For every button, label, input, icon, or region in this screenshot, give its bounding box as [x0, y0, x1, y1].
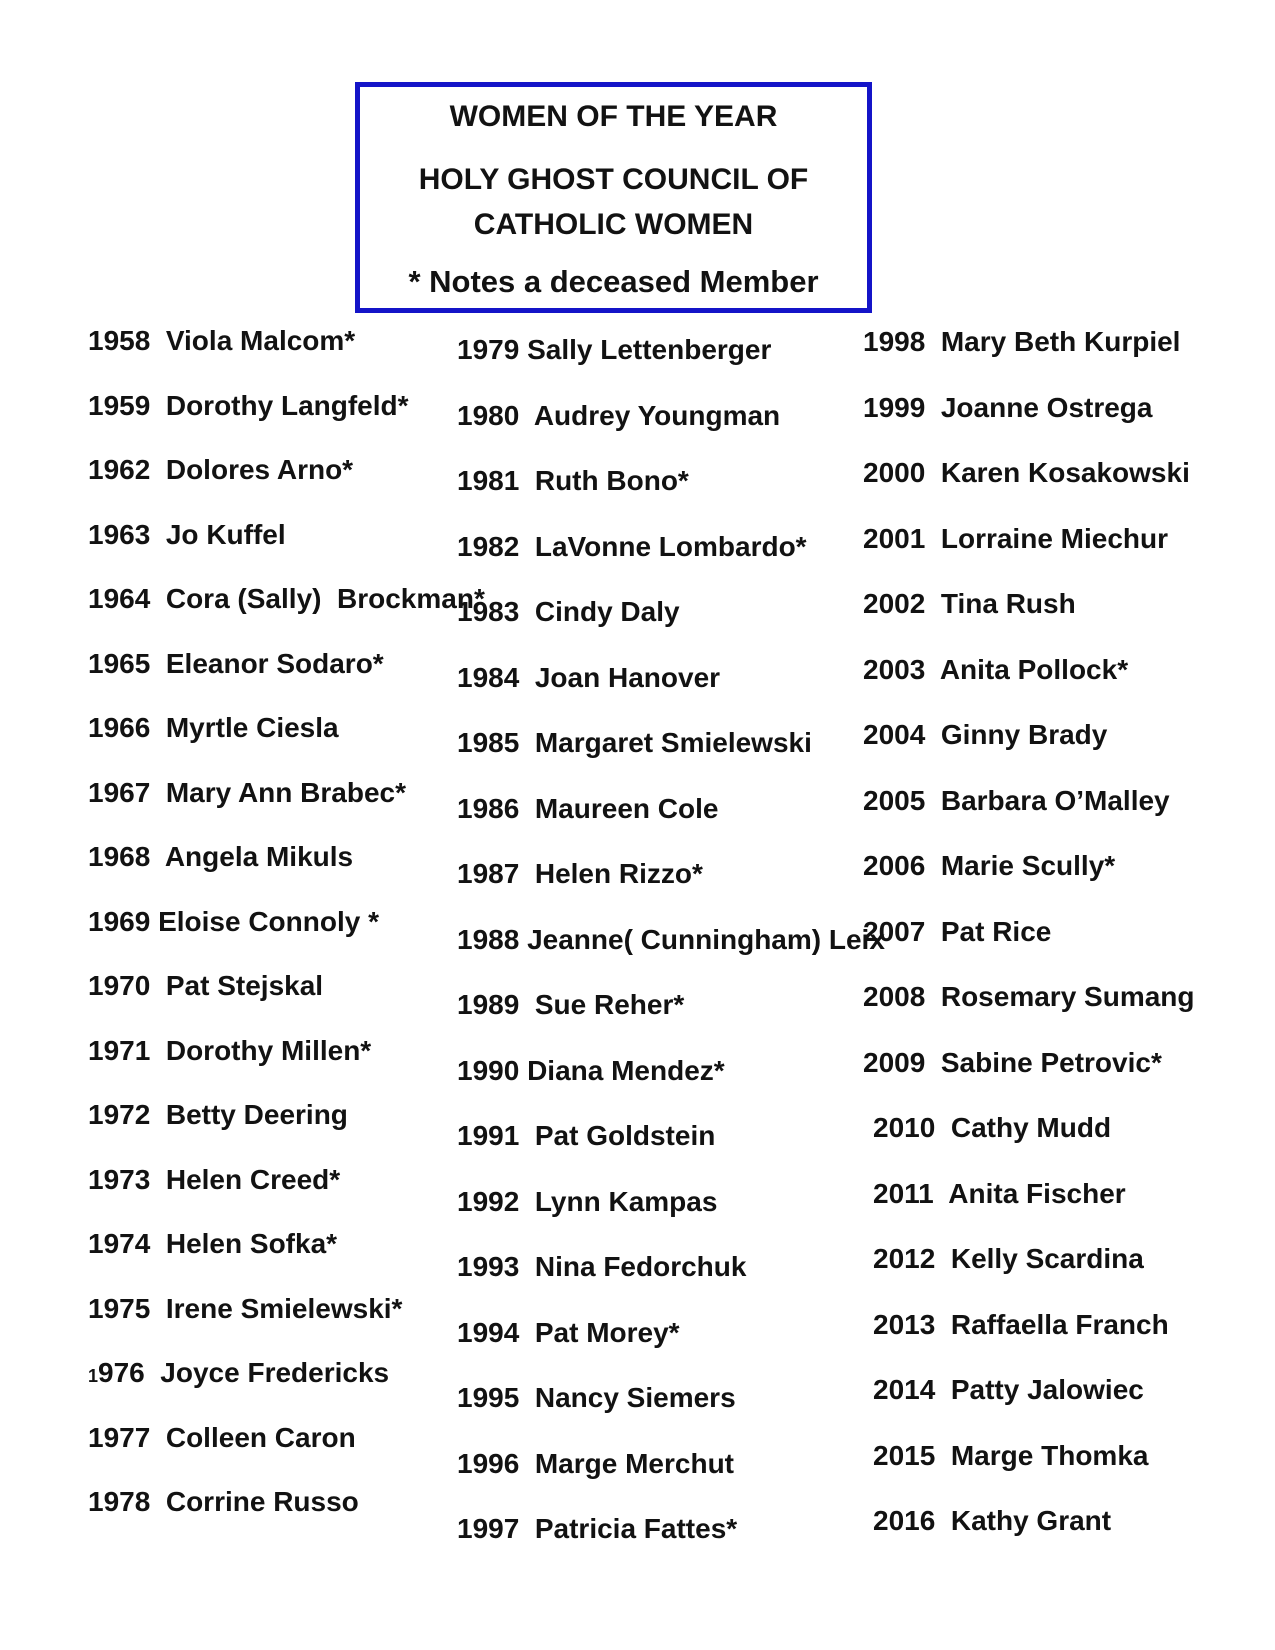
list-item — [457, 1431, 885, 1497]
name-label: Patricia Fattes* — [534, 1513, 738, 1544]
name-label: Colleen Caron — [165, 1421, 356, 1453]
name-label: Eloise Connoly * — [158, 905, 380, 937]
year-label: 1992 — [457, 1185, 520, 1217]
year-label: 1975 — [88, 1292, 151, 1324]
year-label: 1958 — [88, 325, 151, 356]
list-item — [863, 1030, 1195, 1096]
name-label: Sally Lettenberger — [527, 334, 772, 365]
name-label: Corrine Russo — [165, 1486, 359, 1517]
year-label: 2001 — [863, 522, 926, 554]
year-label: 2013 — [873, 1308, 936, 1340]
list-item — [88, 1277, 485, 1342]
year-label: 1976 — [88, 1357, 145, 1388]
name-label: Betty Deering — [165, 1099, 348, 1130]
list-item — [88, 825, 485, 890]
year-label: 1980 — [457, 399, 520, 431]
year-label: 1996 — [457, 1447, 520, 1479]
list-item — [88, 503, 485, 568]
list-item — [863, 833, 1195, 899]
list-item — [88, 632, 485, 697]
year-label: 2002 — [863, 588, 926, 619]
list-item — [457, 1038, 885, 1104]
name-label: Myrtle Ciesla — [165, 712, 339, 743]
list-item — [863, 1161, 1195, 1227]
name-label: Tina Rush — [940, 588, 1076, 619]
list-item — [88, 761, 485, 826]
list-item — [457, 1169, 885, 1235]
year-label: 2010 — [873, 1112, 936, 1143]
name-label: Anita Pollock* — [939, 653, 1129, 685]
name-label: Irene Smielewski* — [165, 1292, 403, 1324]
year-label: 1962 — [88, 454, 151, 485]
year-label: 1967 — [88, 776, 151, 808]
list-item — [88, 1470, 485, 1535]
list-item — [863, 375, 1195, 441]
name-label: Sue Reher* — [534, 989, 685, 1020]
list-item — [88, 1212, 485, 1277]
name-label: Marge Thomka — [950, 1439, 1149, 1471]
name-label: Ruth Bono* — [534, 465, 689, 496]
name-label: Nancy Siemers — [534, 1382, 736, 1413]
list-item — [457, 1300, 885, 1366]
year-label: 1984 — [457, 661, 520, 693]
year-label: 1981 — [457, 465, 520, 496]
name-label: Anita Fischer — [948, 1177, 1126, 1209]
name-label: Ginny Brady — [940, 719, 1108, 750]
list-item — [457, 317, 885, 383]
list-item — [457, 1365, 885, 1431]
name-label: Helen Sofka* — [165, 1228, 338, 1259]
list-item — [457, 1496, 885, 1562]
list-item — [863, 1357, 1195, 1423]
list-item — [863, 440, 1195, 506]
name-label: Helen Creed* — [165, 1163, 341, 1195]
list-item — [863, 1423, 1195, 1489]
year-label: 1963 — [88, 518, 151, 550]
title-box — [355, 82, 872, 313]
list-item — [88, 1341, 485, 1406]
year-small-digit: 1 — [88, 1366, 99, 1386]
name-label: Viola Malcom* — [165, 325, 356, 356]
name-label: Maureen Cole — [534, 792, 719, 824]
year-label: 1983 — [457, 596, 520, 627]
name-label: Joan Hanover — [534, 661, 721, 693]
name-label: Kelly Scardina — [950, 1243, 1144, 1274]
list-item — [457, 776, 885, 842]
name-label: Patty Jalowiec — [950, 1374, 1144, 1405]
year-label: 1988 — [457, 923, 520, 955]
list-item — [863, 964, 1195, 1030]
name-label: Barbara O’Malley — [940, 784, 1170, 816]
year-label: 1994 — [457, 1316, 520, 1348]
name-label: Lynn Kampas — [534, 1185, 718, 1217]
list-item — [863, 571, 1195, 637]
list-item — [88, 1019, 485, 1084]
name-label: Rosemary Sumang — [940, 981, 1195, 1012]
deceased-note: * Notes a deceased Member — [408, 264, 819, 299]
year-label: 1993 — [457, 1251, 520, 1282]
year-label: 2011 — [873, 1177, 934, 1209]
year-label: 1972 — [88, 1099, 151, 1130]
subtitle-line-1: HOLY GHOST COUNCIL OF — [418, 163, 809, 196]
list-item — [88, 1148, 485, 1213]
list-item — [88, 374, 485, 439]
list-item — [88, 696, 485, 761]
year-label: 1982 — [457, 530, 520, 562]
name-label: LaVonne Lombardo* — [534, 530, 807, 562]
list-item — [88, 1406, 485, 1471]
name-label: Joyce Fredericks — [160, 1357, 390, 1388]
year-label: 1973 — [88, 1163, 151, 1195]
list-item — [457, 514, 885, 580]
name-label: Mary Beth Kurpiel — [940, 326, 1181, 357]
name-label: Audrey Youngman — [533, 399, 781, 431]
name-label: Sabine Petrovic* — [940, 1046, 1162, 1078]
year-label: 2007 — [863, 915, 926, 947]
year-label: 1997 — [457, 1513, 520, 1544]
year-label: 1995 — [457, 1382, 520, 1413]
year-label: 1970 — [88, 970, 151, 1001]
name-label: Lorraine Miechur — [940, 522, 1169, 554]
year-label: 1979 — [457, 334, 520, 365]
year-label: 2003 — [863, 653, 926, 685]
name-label: Dorothy Langfeld* — [165, 389, 409, 421]
year-label: 1977 — [88, 1421, 151, 1453]
year-label: 1971 — [88, 1034, 151, 1066]
name-label: Eleanor Sodaro* — [165, 647, 384, 679]
name-label: Karen Kosakowski — [940, 457, 1190, 488]
name-label: Helen Rizzo* — [534, 858, 703, 889]
list-item — [457, 972, 885, 1038]
name-label: Kathy Grant — [950, 1505, 1112, 1536]
name-label: Jo Kuffel — [165, 518, 286, 550]
list-item — [88, 890, 485, 955]
list-item — [457, 645, 885, 711]
year-label: 1968 — [88, 841, 151, 872]
year-label: 2005 — [863, 784, 926, 816]
year-label: 2016 — [873, 1505, 936, 1536]
year-label: 2006 — [863, 850, 926, 881]
name-label: Pat Rice — [940, 915, 1052, 947]
list-item — [457, 383, 885, 449]
list-item — [863, 899, 1195, 965]
column-1979-1997 — [457, 317, 885, 1562]
list-item — [457, 841, 885, 907]
column-1958-1978 — [88, 309, 485, 1535]
name-label: Cora (Sally) Brockman* — [165, 583, 485, 614]
year-label: 1999 — [863, 391, 926, 423]
name-label: Joanne Ostrega — [940, 391, 1153, 423]
list-item — [863, 506, 1195, 572]
year-label: 1998 — [863, 326, 926, 357]
list-item — [863, 1226, 1195, 1292]
list-item — [863, 637, 1195, 703]
name-label: Marie Scully* — [940, 850, 1116, 881]
name-label: Dolores Arno* — [165, 454, 354, 485]
year-label: 1966 — [88, 712, 151, 743]
list-item — [863, 1095, 1195, 1161]
year-label: 1991 — [457, 1120, 520, 1151]
name-label: Diana Mendez* — [527, 1054, 725, 1086]
list-item — [457, 1103, 885, 1169]
list-item — [457, 579, 885, 645]
page-title: WOMEN OF THE YEAR — [449, 100, 778, 133]
year-label: 2014 — [873, 1374, 936, 1405]
list-item — [863, 702, 1195, 768]
year-label: 1986 — [457, 792, 520, 824]
name-label: Pat Stejskal — [165, 970, 324, 1001]
year-label: 2015 — [873, 1439, 936, 1471]
name-label: Cathy Mudd — [950, 1112, 1112, 1143]
list-item — [457, 1234, 885, 1300]
subtitle-line-2: CATHOLIC WOMEN — [473, 208, 754, 241]
year-label: 1987 — [457, 858, 520, 889]
name-label: Pat Morey* — [534, 1316, 680, 1348]
name-label: Nina Fedorchuk — [534, 1251, 747, 1282]
name-label: Cindy Daly — [534, 596, 680, 627]
list-item — [457, 448, 885, 514]
name-label: Raffaella Franch — [950, 1308, 1169, 1340]
name-label: Margaret Smielewski — [534, 727, 812, 758]
year-label: 2000 — [863, 457, 926, 488]
year-label: 1974 — [88, 1228, 151, 1259]
name-label: Marge Merchut — [534, 1447, 735, 1479]
name-label: Pat Goldstein — [534, 1120, 716, 1151]
list-item — [863, 1488, 1195, 1554]
name-label: Angela Mikuls — [164, 841, 354, 872]
year-label: 2004 — [863, 719, 926, 750]
list-item — [863, 309, 1195, 375]
list-item — [863, 768, 1195, 834]
list-item — [88, 1083, 485, 1148]
year-label: 1978 — [88, 1486, 151, 1517]
year-label: 1959 — [88, 389, 151, 421]
column-1998-2016 — [863, 309, 1195, 1554]
list-item — [863, 1292, 1195, 1358]
name-label: Mary Ann Brabec* — [165, 776, 407, 808]
name-label: Dorothy Millen* — [165, 1034, 372, 1066]
year-label: 1990 — [457, 1054, 520, 1086]
year-label: 1989 — [457, 989, 520, 1020]
name-label: Jeanne( Cunningham) Leix — [527, 923, 885, 955]
list-item — [88, 309, 485, 374]
year-label: 2008 — [863, 981, 926, 1012]
list-item — [457, 710, 885, 776]
year-label: 1985 — [457, 727, 520, 758]
list-item — [88, 567, 485, 632]
year-label: 2012 — [873, 1243, 936, 1274]
year-label: 1969 — [88, 905, 151, 937]
list-item — [457, 907, 885, 973]
year-label: 2009 — [863, 1046, 926, 1078]
list-item — [88, 954, 485, 1019]
year-label: 1964 — [88, 583, 151, 614]
list-item — [88, 438, 485, 503]
year-label: 1965 — [88, 647, 151, 679]
